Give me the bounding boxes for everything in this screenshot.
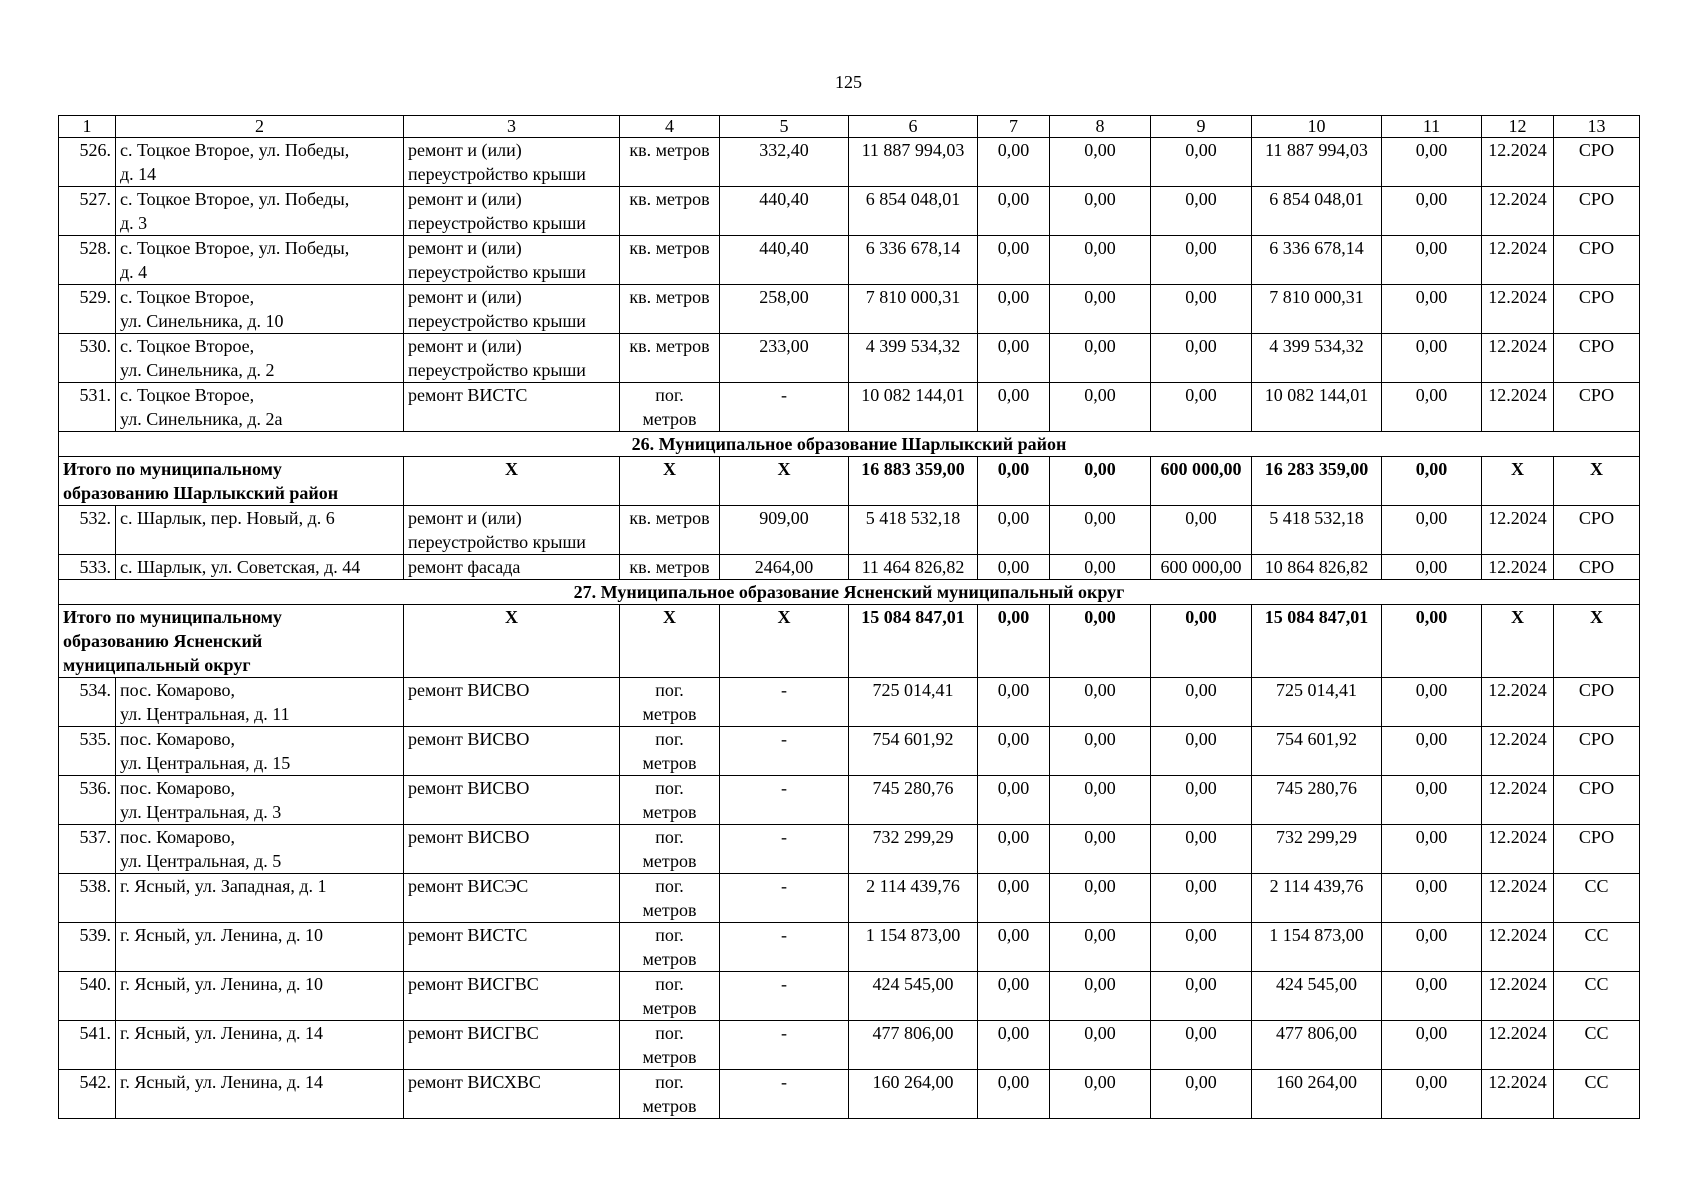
value-cell: 6 336 678,14 xyxy=(1252,236,1382,285)
value-cell: 732 299,29 xyxy=(849,825,978,874)
address-cell: пос. Комарово, ул. Центральная, д. 11 xyxy=(116,678,404,727)
value-cell: 732 299,29 xyxy=(1252,825,1382,874)
row-number: 526. xyxy=(59,138,116,187)
date-cell: 12.2024 xyxy=(1482,236,1554,285)
value-cell: - xyxy=(720,972,849,1021)
unit-cell: кв. метров xyxy=(620,506,720,555)
value-cell: 600 000,00 xyxy=(1151,555,1252,580)
unit-cell: пог. метров xyxy=(620,923,720,972)
total-cell: Х xyxy=(404,457,620,506)
work-type-cell: ремонт ВИСТС xyxy=(404,383,620,432)
source-cell: СС xyxy=(1554,1070,1640,1119)
row-number: 528. xyxy=(59,236,116,285)
column-header: 8 xyxy=(1050,116,1151,138)
source-cell: СРО xyxy=(1554,555,1640,580)
work-type-cell: ремонт и (или) переустройство крыши xyxy=(404,187,620,236)
value-cell: 0,00 xyxy=(1382,138,1482,187)
value-cell: 7 810 000,31 xyxy=(1252,285,1382,334)
source-cell: СС xyxy=(1554,972,1640,1021)
total-cell: Х xyxy=(1554,457,1640,506)
value-cell: 0,00 xyxy=(1151,138,1252,187)
value-cell: 0,00 xyxy=(1050,236,1151,285)
value-cell: - xyxy=(720,923,849,972)
total-cell: 0,00 xyxy=(978,605,1050,678)
value-cell: 332,40 xyxy=(720,138,849,187)
column-header: 10 xyxy=(1252,116,1382,138)
column-header: 11 xyxy=(1382,116,1482,138)
value-cell: 0,00 xyxy=(1382,776,1482,825)
value-cell: - xyxy=(720,825,849,874)
address-cell: с. Тоцкое Второе, ул. Синельника, д. 10 xyxy=(116,285,404,334)
total-cell: 0,00 xyxy=(1382,457,1482,506)
total-cell: 0,00 xyxy=(978,457,1050,506)
unit-cell: кв. метров xyxy=(620,334,720,383)
table-row xyxy=(59,874,1640,923)
work-type-cell: ремонт и (или) переустройство крыши xyxy=(404,285,620,334)
value-cell: 0,00 xyxy=(1382,555,1482,580)
address-cell: г. Ясный, ул. Западная, д. 1 xyxy=(116,874,404,923)
unit-cell: кв. метров xyxy=(620,285,720,334)
column-header: 3 xyxy=(404,116,620,138)
total-cell: Х xyxy=(720,457,849,506)
date-cell: 12.2024 xyxy=(1482,678,1554,727)
date-cell: 12.2024 xyxy=(1482,383,1554,432)
unit-cell: пог. метров xyxy=(620,1070,720,1119)
value-cell: 0,00 xyxy=(1151,236,1252,285)
unit-cell: пог. метров xyxy=(620,825,720,874)
value-cell: 0,00 xyxy=(1050,923,1151,972)
value-cell: - xyxy=(720,776,849,825)
unit-cell: кв. метров xyxy=(620,236,720,285)
row-number: 538. xyxy=(59,874,116,923)
value-cell: 2464,00 xyxy=(720,555,849,580)
value-cell: 0,00 xyxy=(978,285,1050,334)
value-cell: 0,00 xyxy=(1050,776,1151,825)
value-cell: 0,00 xyxy=(978,138,1050,187)
value-cell: 424 545,00 xyxy=(1252,972,1382,1021)
total-cell: 0,00 xyxy=(1050,605,1151,678)
row-number: 530. xyxy=(59,334,116,383)
total-cell: 600 000,00 xyxy=(1151,457,1252,506)
value-cell: 0,00 xyxy=(1151,825,1252,874)
address-cell: пос. Комарово, ул. Центральная, д. 5 xyxy=(116,825,404,874)
total-cell: Х xyxy=(1482,457,1554,506)
table-row xyxy=(59,138,1640,187)
source-cell: СРО xyxy=(1554,138,1640,187)
value-cell: 0,00 xyxy=(978,334,1050,383)
address-cell: с. Тоцкое Второе, ул. Победы, д. 3 xyxy=(116,187,404,236)
value-cell: - xyxy=(720,1070,849,1119)
total-label: Итого по муниципальному образованию Ясненский муниципальный округ xyxy=(59,605,404,678)
value-cell: 440,40 xyxy=(720,187,849,236)
value-cell: 2 114 439,76 xyxy=(849,874,978,923)
value-cell: 0,00 xyxy=(1382,383,1482,432)
table-row xyxy=(59,678,1640,727)
address-cell: г. Ясный, ул. Ленина, д. 14 xyxy=(116,1070,404,1119)
value-cell: 6 854 048,01 xyxy=(849,187,978,236)
value-cell: 10 864 826,82 xyxy=(1252,555,1382,580)
source-cell: СРО xyxy=(1554,825,1640,874)
value-cell: 0,00 xyxy=(1151,776,1252,825)
work-type-cell: ремонт и (или) переустройство крыши xyxy=(404,138,620,187)
row-number: 537. xyxy=(59,825,116,874)
date-cell: 12.2024 xyxy=(1482,776,1554,825)
value-cell: 0,00 xyxy=(1050,555,1151,580)
row-number: 535. xyxy=(59,727,116,776)
value-cell: 7 810 000,31 xyxy=(849,285,978,334)
value-cell: - xyxy=(720,727,849,776)
value-cell: 0,00 xyxy=(1151,1021,1252,1070)
work-type-cell: ремонт и (или) переустройство крыши xyxy=(404,236,620,285)
value-cell: 909,00 xyxy=(720,506,849,555)
total-cell: 16 283 359,00 xyxy=(1252,457,1382,506)
source-cell: СС xyxy=(1554,923,1640,972)
value-cell: 0,00 xyxy=(1151,1070,1252,1119)
value-cell: 4 399 534,32 xyxy=(849,334,978,383)
date-cell: 12.2024 xyxy=(1482,874,1554,923)
date-cell: 12.2024 xyxy=(1482,923,1554,972)
source-cell: СРО xyxy=(1554,187,1640,236)
total-cell: Х xyxy=(620,457,720,506)
address-cell: пос. Комарово, ул. Центральная, д. 15 xyxy=(116,727,404,776)
value-cell: 0,00 xyxy=(978,972,1050,1021)
value-cell: 725 014,41 xyxy=(1252,678,1382,727)
table-row xyxy=(59,1021,1640,1070)
table-row xyxy=(59,972,1640,1021)
address-cell: с. Тоцкое Второе, ул. Синельника, д. 2а xyxy=(116,383,404,432)
value-cell: 4 399 534,32 xyxy=(1252,334,1382,383)
unit-cell: пог. метров xyxy=(620,727,720,776)
table-row xyxy=(59,236,1640,285)
value-cell: 0,00 xyxy=(1382,334,1482,383)
value-cell: 0,00 xyxy=(1151,383,1252,432)
value-cell: 0,00 xyxy=(1151,923,1252,972)
value-cell: 0,00 xyxy=(1050,825,1151,874)
value-cell: 5 418 532,18 xyxy=(849,506,978,555)
work-type-cell: ремонт ВИСВО xyxy=(404,825,620,874)
address-cell: г. Ясный, ул. Ленина, д. 14 xyxy=(116,1021,404,1070)
value-cell: 0,00 xyxy=(1151,727,1252,776)
value-cell: 0,00 xyxy=(1382,1070,1482,1119)
section-total-row xyxy=(59,457,1640,506)
work-type-cell: ремонт ВИСВО xyxy=(404,678,620,727)
row-number: 529. xyxy=(59,285,116,334)
value-cell: 0,00 xyxy=(1151,334,1252,383)
value-cell: 0,00 xyxy=(1050,874,1151,923)
date-cell: 12.2024 xyxy=(1482,727,1554,776)
address-cell: с. Тоцкое Второе, ул. Победы, д. 4 xyxy=(116,236,404,285)
value-cell: 0,00 xyxy=(1050,383,1151,432)
table-row xyxy=(59,383,1640,432)
value-cell: 0,00 xyxy=(978,187,1050,236)
address-cell: г. Ясный, ул. Ленина, д. 10 xyxy=(116,972,404,1021)
source-cell: СРО xyxy=(1554,236,1640,285)
unit-cell: пог. метров xyxy=(620,383,720,432)
row-number: 536. xyxy=(59,776,116,825)
value-cell: 0,00 xyxy=(978,678,1050,727)
section-header-row xyxy=(59,580,1640,605)
value-cell: 0,00 xyxy=(1151,874,1252,923)
table-row xyxy=(59,825,1640,874)
address-cell: с. Тоцкое Второе, ул. Синельника, д. 2 xyxy=(116,334,404,383)
source-cell: СРО xyxy=(1554,506,1640,555)
source-cell: СРО xyxy=(1554,334,1640,383)
value-cell: 11 887 994,03 xyxy=(849,138,978,187)
value-cell: 0,00 xyxy=(1050,1070,1151,1119)
value-cell: 424 545,00 xyxy=(849,972,978,1021)
date-cell: 12.2024 xyxy=(1482,138,1554,187)
row-number: 540. xyxy=(59,972,116,1021)
value-cell: 0,00 xyxy=(1050,1021,1151,1070)
address-cell: с. Шарлык, пер. Новый, д. 6 xyxy=(116,506,404,555)
source-cell: СРО xyxy=(1554,678,1640,727)
work-type-cell: ремонт ВИСЭС xyxy=(404,874,620,923)
value-cell: 0,00 xyxy=(978,1021,1050,1070)
value-cell: 477 806,00 xyxy=(849,1021,978,1070)
date-cell: 12.2024 xyxy=(1482,506,1554,555)
work-type-cell: ремонт ВИСГВС xyxy=(404,972,620,1021)
row-number: 531. xyxy=(59,383,116,432)
date-cell: 12.2024 xyxy=(1482,334,1554,383)
work-type-cell: ремонт фасада xyxy=(404,555,620,580)
unit-cell: пог. метров xyxy=(620,678,720,727)
address-cell: г. Ясный, ул. Ленина, д. 10 xyxy=(116,923,404,972)
value-cell: 0,00 xyxy=(1151,678,1252,727)
total-cell: 15 084 847,01 xyxy=(1252,605,1382,678)
section-title: 27. Муниципальное образование Ясненский муниципальный округ xyxy=(59,580,1640,605)
column-header: 2 xyxy=(116,116,404,138)
work-type-cell: ремонт и (или) переустройство крыши xyxy=(404,334,620,383)
row-number: 541. xyxy=(59,1021,116,1070)
program-table xyxy=(58,115,1640,1119)
value-cell: 0,00 xyxy=(1050,506,1151,555)
table-row xyxy=(59,334,1640,383)
total-cell: Х xyxy=(720,605,849,678)
row-number: 542. xyxy=(59,1070,116,1119)
work-type-cell: ремонт ВИСГВС xyxy=(404,1021,620,1070)
address-cell: с. Тоцкое Второе, ул. Победы, д. 14 xyxy=(116,138,404,187)
column-header-row xyxy=(59,116,1640,138)
value-cell: 0,00 xyxy=(1151,506,1252,555)
value-cell: 11 887 994,03 xyxy=(1252,138,1382,187)
date-cell: 12.2024 xyxy=(1482,825,1554,874)
column-header: 12 xyxy=(1482,116,1554,138)
source-cell: СРО xyxy=(1554,383,1640,432)
row-number: 533. xyxy=(59,555,116,580)
value-cell: 0,00 xyxy=(978,727,1050,776)
value-cell: 0,00 xyxy=(1151,972,1252,1021)
total-cell: Х xyxy=(1482,605,1554,678)
value-cell: 0,00 xyxy=(1050,334,1151,383)
source-cell: СС xyxy=(1554,874,1640,923)
value-cell: 725 014,41 xyxy=(849,678,978,727)
date-cell: 12.2024 xyxy=(1482,1021,1554,1070)
value-cell: 0,00 xyxy=(1382,923,1482,972)
value-cell: 0,00 xyxy=(1382,874,1482,923)
table-body xyxy=(59,116,1640,1119)
table-row xyxy=(59,1070,1640,1119)
value-cell: 10 082 144,01 xyxy=(849,383,978,432)
work-type-cell: ремонт ВИСХВС xyxy=(404,1070,620,1119)
value-cell: 1 154 873,00 xyxy=(849,923,978,972)
value-cell: 754 601,92 xyxy=(1252,727,1382,776)
section-title: 26. Муниципальное образование Шарлыкский район xyxy=(59,432,1640,457)
value-cell: 0,00 xyxy=(978,776,1050,825)
value-cell: 477 806,00 xyxy=(1252,1021,1382,1070)
date-cell: 12.2024 xyxy=(1482,187,1554,236)
table-row xyxy=(59,555,1640,580)
value-cell: 0,00 xyxy=(1050,972,1151,1021)
work-type-cell: ремонт ВИСВО xyxy=(404,727,620,776)
value-cell: 0,00 xyxy=(978,1070,1050,1119)
total-cell: 16 883 359,00 xyxy=(849,457,978,506)
value-cell: 0,00 xyxy=(1382,727,1482,776)
unit-cell: кв. метров xyxy=(620,187,720,236)
column-header: 7 xyxy=(978,116,1050,138)
value-cell: - xyxy=(720,383,849,432)
total-cell: 0,00 xyxy=(1382,605,1482,678)
unit-cell: кв. метров xyxy=(620,138,720,187)
address-cell: пос. Комарово, ул. Центральная, д. 3 xyxy=(116,776,404,825)
unit-cell: пог. метров xyxy=(620,874,720,923)
section-total-row xyxy=(59,605,1640,678)
table-row xyxy=(59,776,1640,825)
unit-cell: пог. метров xyxy=(620,776,720,825)
value-cell: 0,00 xyxy=(1382,236,1482,285)
column-header: 4 xyxy=(620,116,720,138)
value-cell: 0,00 xyxy=(1382,825,1482,874)
value-cell: 0,00 xyxy=(978,506,1050,555)
source-cell: СРО xyxy=(1554,776,1640,825)
value-cell: 0,00 xyxy=(1151,285,1252,334)
value-cell: 0,00 xyxy=(1382,187,1482,236)
date-cell: 12.2024 xyxy=(1482,285,1554,334)
date-cell: 12.2024 xyxy=(1482,972,1554,1021)
value-cell: 0,00 xyxy=(1050,678,1151,727)
value-cell: 1 154 873,00 xyxy=(1252,923,1382,972)
total-cell: 15 084 847,01 xyxy=(849,605,978,678)
source-cell: СРО xyxy=(1554,285,1640,334)
value-cell: 0,00 xyxy=(1382,285,1482,334)
total-label: Итого по муниципальному образованию Шарлыкский район xyxy=(59,457,404,506)
table-row xyxy=(59,506,1640,555)
address-cell: с. Шарлык, ул. Советская, д. 44 xyxy=(116,555,404,580)
total-cell: Х xyxy=(404,605,620,678)
value-cell: 440,40 xyxy=(720,236,849,285)
value-cell: - xyxy=(720,874,849,923)
value-cell: 0,00 xyxy=(1382,678,1482,727)
value-cell: 0,00 xyxy=(978,236,1050,285)
value-cell: 2 114 439,76 xyxy=(1252,874,1382,923)
row-number: 527. xyxy=(59,187,116,236)
value-cell: 0,00 xyxy=(1050,138,1151,187)
value-cell: 0,00 xyxy=(1382,972,1482,1021)
value-cell: 0,00 xyxy=(978,923,1050,972)
column-header: 13 xyxy=(1554,116,1640,138)
value-cell: 0,00 xyxy=(1382,1021,1482,1070)
column-header: 9 xyxy=(1151,116,1252,138)
value-cell: 160 264,00 xyxy=(849,1070,978,1119)
value-cell: 10 082 144,01 xyxy=(1252,383,1382,432)
value-cell: 745 280,76 xyxy=(1252,776,1382,825)
value-cell: 0,00 xyxy=(978,874,1050,923)
value-cell: 0,00 xyxy=(1050,727,1151,776)
table-row xyxy=(59,285,1640,334)
row-number: 532. xyxy=(59,506,116,555)
total-cell: 0,00 xyxy=(1050,457,1151,506)
table-row xyxy=(59,187,1640,236)
value-cell: 6 854 048,01 xyxy=(1252,187,1382,236)
value-cell: 754 601,92 xyxy=(849,727,978,776)
value-cell: 233,00 xyxy=(720,334,849,383)
total-cell: 0,00 xyxy=(1151,605,1252,678)
total-cell: Х xyxy=(1554,605,1640,678)
value-cell: 0,00 xyxy=(1382,506,1482,555)
work-type-cell: ремонт и (или) переустройство крыши xyxy=(404,506,620,555)
value-cell: 5 418 532,18 xyxy=(1252,506,1382,555)
section-header-row xyxy=(59,432,1640,457)
table-row xyxy=(59,923,1640,972)
value-cell: 6 336 678,14 xyxy=(849,236,978,285)
work-type-cell: ремонт ВИСВО xyxy=(404,776,620,825)
row-number: 539. xyxy=(59,923,116,972)
value-cell: 0,00 xyxy=(1050,187,1151,236)
date-cell: 12.2024 xyxy=(1482,555,1554,580)
source-cell: СС xyxy=(1554,1021,1640,1070)
page-number: 125 xyxy=(835,72,862,92)
value-cell: 0,00 xyxy=(978,555,1050,580)
value-cell: 0,00 xyxy=(978,825,1050,874)
unit-cell: кв. метров xyxy=(620,555,720,580)
unit-cell: пог. метров xyxy=(620,1021,720,1070)
value-cell: - xyxy=(720,678,849,727)
total-cell: Х xyxy=(620,605,720,678)
column-header: 5 xyxy=(720,116,849,138)
column-header: 1 xyxy=(59,116,116,138)
value-cell: 160 264,00 xyxy=(1252,1070,1382,1119)
value-cell: 11 464 826,82 xyxy=(849,555,978,580)
value-cell: 745 280,76 xyxy=(849,776,978,825)
row-number: 534. xyxy=(59,678,116,727)
work-type-cell: ремонт ВИСТС xyxy=(404,923,620,972)
value-cell: 0,00 xyxy=(1151,187,1252,236)
value-cell: 0,00 xyxy=(1050,285,1151,334)
column-header: 6 xyxy=(849,116,978,138)
value-cell: 258,00 xyxy=(720,285,849,334)
value-cell: - xyxy=(720,1021,849,1070)
table-row xyxy=(59,727,1640,776)
value-cell: 0,00 xyxy=(978,383,1050,432)
date-cell: 12.2024 xyxy=(1482,1070,1554,1119)
unit-cell: пог. метров xyxy=(620,972,720,1021)
source-cell: СРО xyxy=(1554,727,1640,776)
